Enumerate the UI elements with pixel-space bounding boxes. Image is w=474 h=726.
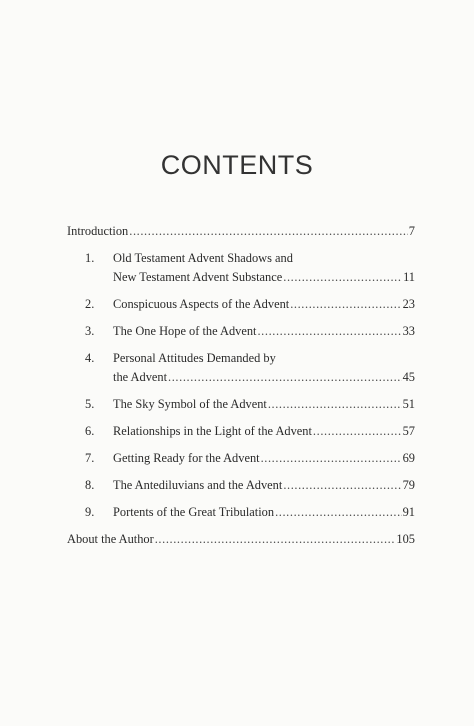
- toc-page-number: 57: [402, 424, 415, 438]
- toc-page-number: 51: [402, 397, 415, 411]
- dot-leader: [283, 268, 402, 287]
- toc-entry-title-line: Old Testament Advent Shadows and: [113, 251, 293, 265]
- dot-leader: [268, 395, 402, 414]
- toc-entry-title: About the Author: [67, 532, 154, 546]
- toc-page-number: 105: [396, 532, 415, 546]
- toc-entry-introduction[interactable]: [67, 222, 415, 241]
- dot-leader: [129, 222, 408, 241]
- chapter-number: 7.: [85, 451, 95, 465]
- chapter-number: 3.: [85, 324, 95, 338]
- chapter-number: 8.: [85, 478, 95, 492]
- toc-entry-chapter-4[interactable]: [67, 349, 415, 387]
- toc-entry-title-line: the Advent: [113, 370, 168, 384]
- toc-entry-chapter-2[interactable]: [67, 295, 415, 314]
- toc-entry-chapter-9[interactable]: [67, 503, 415, 522]
- chapter-number: 2.: [85, 297, 95, 311]
- toc-page-number: 45: [402, 370, 415, 384]
- dot-leader: [261, 449, 402, 468]
- toc-entry-title: Conspicuous Aspects of the Advent: [113, 297, 290, 311]
- toc-page-number: 33: [402, 324, 415, 338]
- dot-leader: [257, 322, 401, 341]
- toc-entry-title: Getting Ready for the Advent: [113, 451, 260, 465]
- chapter-number: 9.: [85, 505, 95, 519]
- dot-leader: [283, 476, 401, 495]
- toc-entry-title: The Antediluvians and the Advent: [113, 478, 283, 492]
- toc-entry-chapter-8[interactable]: [67, 476, 415, 495]
- table-of-contents: [67, 222, 415, 557]
- toc-page-number: 91: [402, 505, 415, 519]
- toc-entry-chapter-7[interactable]: [67, 449, 415, 468]
- dot-leader: [155, 530, 396, 549]
- toc-entry-chapter-6[interactable]: [67, 422, 415, 441]
- toc-entry-title: Introduction: [67, 224, 129, 238]
- toc-entry-title-line: New Testament Advent Substance: [113, 270, 283, 284]
- dot-leader: [275, 503, 402, 522]
- dot-leader: [168, 368, 402, 387]
- toc-page-number: 79: [402, 478, 415, 492]
- toc-entry-title-line: Personal Attitudes Demanded by: [113, 351, 276, 365]
- chapter-number: 5.: [85, 397, 95, 411]
- toc-page-number: 7: [408, 224, 415, 238]
- toc-entry-chapter-1[interactable]: [67, 249, 415, 287]
- dot-leader: [290, 295, 401, 314]
- contents-heading: CONTENTS: [160, 150, 314, 180]
- toc-page-number: 11: [403, 270, 415, 284]
- chapter-number: 6.: [85, 424, 95, 438]
- chapter-number: 1.: [85, 251, 95, 265]
- toc-page-number: 23: [402, 297, 415, 311]
- toc-entry-title: The Sky Symbol of the Advent: [113, 397, 267, 411]
- toc-entry-title: Portents of the Great Tribulation: [113, 505, 275, 519]
- toc-entry-about-the-author[interactable]: [67, 530, 415, 549]
- dot-leader: [313, 422, 402, 441]
- toc-entry-chapter-3[interactable]: [67, 322, 415, 341]
- chapter-number: 4.: [85, 351, 95, 365]
- toc-page-number: 69: [402, 451, 415, 465]
- toc-entry-title: Relationships in the Light of the Advent: [113, 424, 312, 438]
- toc-entry-chapter-5[interactable]: [67, 395, 415, 414]
- toc-entry-title: The One Hope of the Advent: [113, 324, 257, 338]
